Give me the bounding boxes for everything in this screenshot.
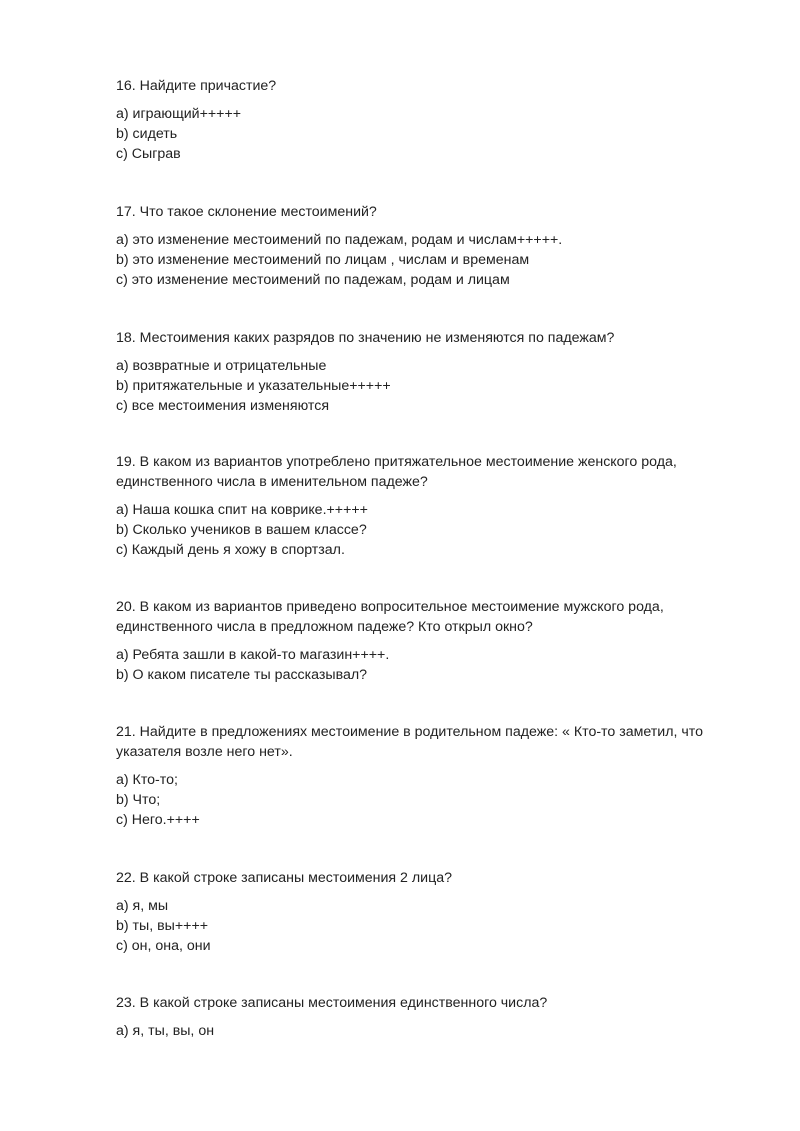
question-20 xyxy=(116,597,756,685)
answer-list xyxy=(116,104,756,164)
answer-option: c) Него.++++ xyxy=(116,812,200,828)
answer-option: a) это изменение местоимений по падежам, родам и числам+++++. xyxy=(116,232,563,248)
question-18 xyxy=(116,328,756,416)
question-text: 21. Найдите в предложениях местоимение в родительном падеже: « Кто-то заметил, что указателя возле него нет». xyxy=(116,724,704,760)
answer-option: c) все местоимения изменяются xyxy=(116,398,330,414)
answer-option: c) это изменение местоимений по падежам, родам и лицам xyxy=(116,272,510,288)
answer-option: b) О каком писателе ты рассказывал? xyxy=(116,667,368,683)
answer-option: a) играющий+++++ xyxy=(116,106,242,122)
question-text: 16. Найдите причастие? xyxy=(116,78,277,94)
question-text: 19. В каком из вариантов употреблено притяжательное местоимение женского рода, единственного числа в именительном падеже? xyxy=(116,454,677,490)
question-text: 18. Местоимения каких разрядов по значению не изменяются по падежам? xyxy=(116,330,615,346)
answer-option: b) сидеть xyxy=(116,126,178,142)
question-text: 20. В каком из вариантов приведено вопросительное местоимение мужского рода, единственного числа в предложном падеже? Кто открыл окно? xyxy=(116,599,664,635)
answer-list xyxy=(116,500,756,560)
answer-option: a) я, ты, вы, он xyxy=(116,1023,215,1039)
answer-option: c) он, она, они xyxy=(116,938,211,954)
answer-list xyxy=(116,645,756,685)
question-23 xyxy=(116,993,756,1041)
answer-option: c) Сыграв xyxy=(116,146,181,162)
question-22 xyxy=(116,868,756,956)
answer-option: c) Каждый день я хожу в спортзал. xyxy=(116,542,345,558)
answer-list xyxy=(116,356,756,416)
answer-list xyxy=(116,896,756,956)
answer-option: a) Наша кошка спит на коврике.+++++ xyxy=(116,502,368,518)
answer-option: a) я, мы xyxy=(116,898,169,914)
answer-list xyxy=(116,230,756,290)
answer-list xyxy=(116,1021,756,1041)
question-16 xyxy=(116,76,756,164)
answer-option: b) это изменение местоимений по лицам , числам и временам xyxy=(116,252,530,268)
answer-option: b) притяжательные и указательные+++++ xyxy=(116,378,391,394)
answer-option: a) Ребята зашли в какой-то магазин++++. xyxy=(116,647,390,663)
question-text: 23. В какой строке записаны местоимения единственного числа? xyxy=(116,995,548,1011)
answer-option: b) Сколько учеников в вашем классе? xyxy=(116,522,367,538)
question-17 xyxy=(116,202,756,290)
answer-option: a) возвратные и отрицательные xyxy=(116,358,327,374)
answer-option: b) Что; xyxy=(116,792,161,808)
question-text: 17. Что такое склонение местоимений? xyxy=(116,204,377,220)
question-text: 22. В какой строке записаны местоимения 2 лица? xyxy=(116,870,452,886)
question-19 xyxy=(116,452,756,560)
answer-option: a) Кто-то; xyxy=(116,772,178,788)
question-21 xyxy=(116,722,756,830)
answer-list xyxy=(116,770,756,830)
answer-option: b) ты, вы++++ xyxy=(116,918,209,934)
